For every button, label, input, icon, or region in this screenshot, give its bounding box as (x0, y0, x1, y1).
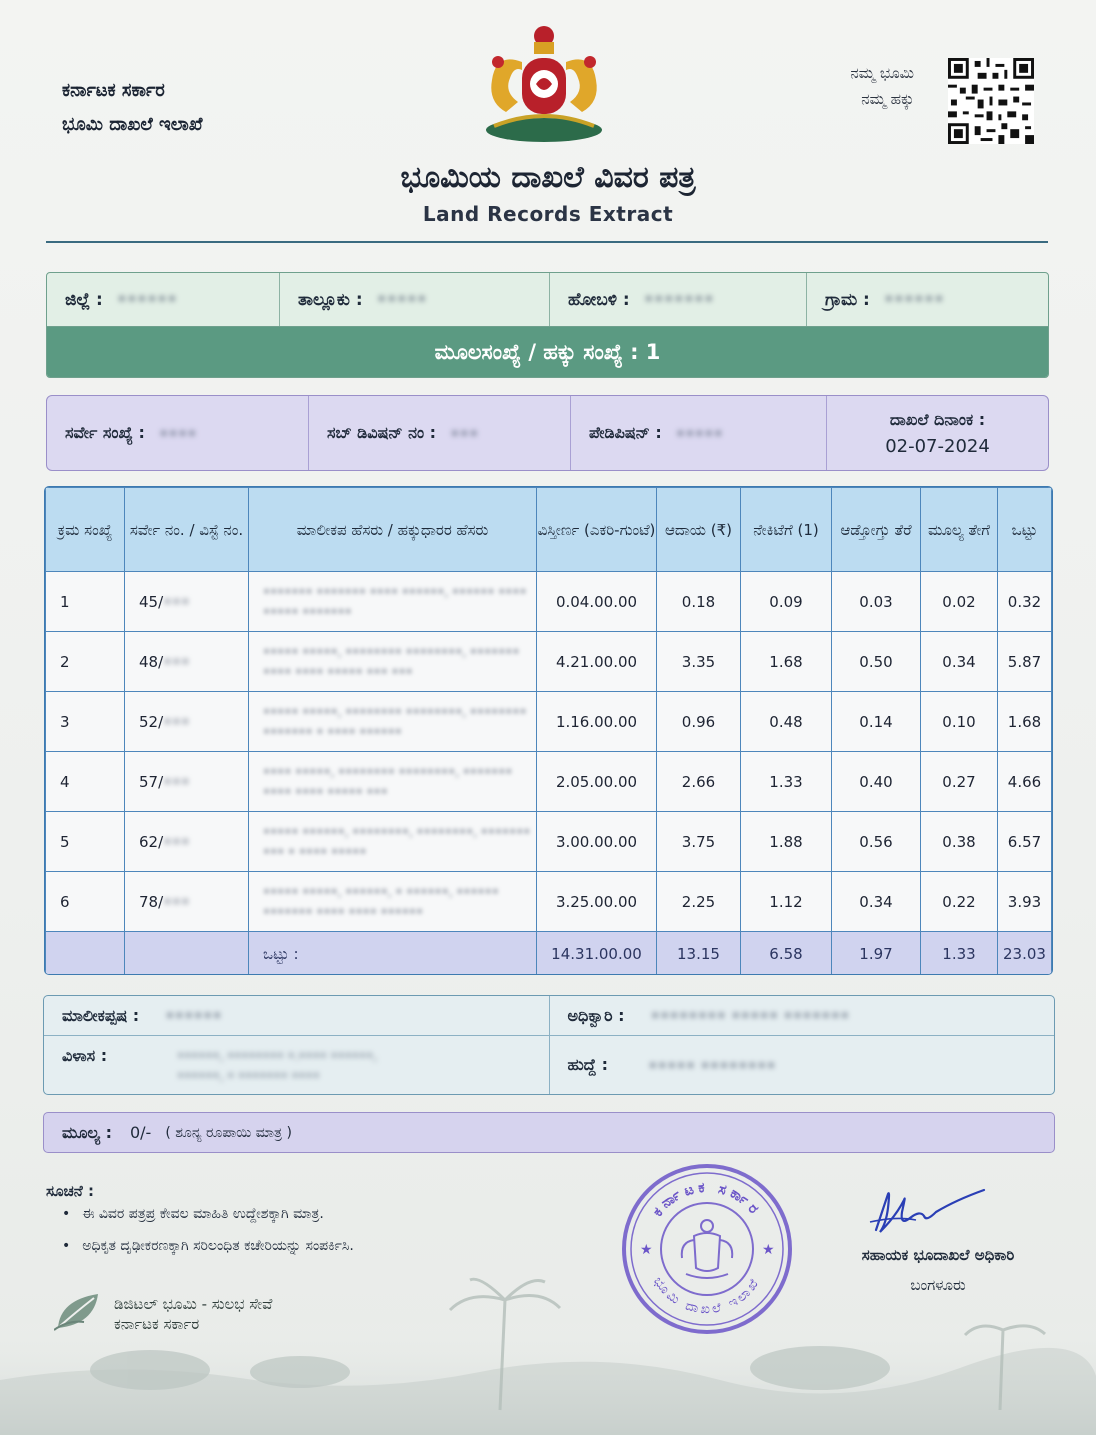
notes-heading: ಸೂಚನೆ : (46, 1182, 94, 1200)
cell-c3: 0.02 (921, 572, 998, 632)
record-date-label: ದಾಖಲೆ ದಿನಾಂಕ : (889, 409, 986, 429)
notes-list (62, 1198, 354, 1262)
hobli-field (550, 273, 807, 326)
cell-income: 3.35 (657, 632, 741, 692)
qr-code-icon[interactable] (948, 58, 1034, 144)
survey-number-field (47, 396, 309, 470)
cell-income: 2.25 (657, 872, 741, 932)
record-number-band: ಮೂಲಸಂಖ್ಯೆ / ಹಕ್ಕು ಸಂಖ್ಯೆ : 1 (47, 327, 1048, 377)
col-header-total: ಒಟ್ಟು (998, 488, 1052, 572)
cell-owner-name: ••••• ••••••, ••••••••, ••••••••, ••••••• ••• • •••• ••••• (249, 812, 537, 872)
karnataka-emblem-icon (474, 22, 614, 146)
cell-c3: 0.10 (921, 692, 998, 752)
village-value: •••••• (883, 289, 945, 310)
header-divider (46, 241, 1048, 243)
total-c3: 1.33 (921, 932, 998, 976)
owner-officer-box (43, 995, 1055, 1095)
table-header-row (46, 488, 1052, 572)
taluk-label: ತಾಲ್ಲೂಕು : (298, 289, 363, 310)
cell-sl: 2 (46, 632, 125, 692)
post-label: ಹುದ್ದೆ : (567, 1055, 609, 1074)
address-field (44, 1036, 550, 1094)
cell-c1: 1.88 (741, 812, 832, 872)
portal-line1: ಡಿಜಿಟಲ್ ಭೂಮಿ - ಸುಲಭ ಸೇವೆ (114, 1295, 273, 1313)
cell-area: 4.21.00.00 (537, 632, 657, 692)
cell-c1: 1.12 (741, 872, 832, 932)
total-c2: 1.97 (832, 932, 921, 976)
cell-sl: 5 (46, 812, 125, 872)
cell-income: 0.18 (657, 572, 741, 632)
cell-c1: 0.09 (741, 572, 832, 632)
portal-name (114, 1294, 272, 1334)
col-header-c2: ಆಡ್ತೋಗ್ತು ತೆರೆ (832, 488, 921, 572)
price-words: ( ಶೂನ್ಯ ರೂಪಾಯಿ ಮಾತ್ರ ) (165, 1124, 292, 1141)
cell-survey: 78/••• (125, 872, 249, 932)
address-label: ವಿಳಾಸ : (62, 1046, 108, 1065)
cell-empty (46, 932, 125, 976)
cell-area: 3.25.00.00 (537, 872, 657, 932)
col-header-c1: ನೇಕಿಟೆಗೆ (1) (741, 488, 832, 572)
cell-c2: 0.34 (832, 872, 921, 932)
cell-owner-name: ••••••• ••••••• •••• ••••••, •••••• •••• ••••• ••••••• (249, 572, 537, 632)
col-header-survey: ಸರ್ವೇ ನಂ. / ವಿಸ್ಟೆ ನಂ. (125, 488, 249, 572)
taluk-field (280, 273, 550, 326)
taluk-value: ••••• (376, 289, 427, 310)
cell-total: 3.93 (998, 872, 1052, 932)
survey-number-value: •••• (158, 423, 197, 443)
cell-c3: 0.38 (921, 812, 998, 872)
survey-number-label: ಸರ್ವೇ ಸಂಖ್ಯೆ : (65, 423, 145, 442)
department-name: ಭೂಮಿ ದಾಖಲೆ ಇಲಾಖೆ (62, 114, 203, 135)
total-income: 13.15 (657, 932, 741, 976)
cell-survey: 45/••• (125, 572, 249, 632)
note-item: • ಅಧಿಕೃತ ದೃಢೀಕರಣಕ್ಕಾಗಿ ಸರಿಲಂಧಿತ ಕಚೇರಿಯನ್ನು ಸಂಪರ್ಕಿಸಿ. (62, 1230, 354, 1262)
svg-text:ಕರ್ನಾಟಕ ಸರ್ಕಾರ: ಕರ್ನಾಟಕ ಸರ್ಕಾರ (649, 1179, 764, 1220)
cell-empty (125, 932, 249, 976)
officer-value: •••••••• ••••• ••••••• (650, 1006, 850, 1025)
slogan (808, 60, 914, 112)
cell-owner-name: •••• •••••, •••••••• ••••••••, ••••••• •••• •••• ••••• ••• (249, 752, 537, 812)
cell-total: 6.57 (998, 812, 1052, 872)
cell-sl: 4 (46, 752, 125, 812)
cell-area: 3.00.00.00 (537, 812, 657, 872)
district-label: ಜಿಲ್ಲೆ : (65, 289, 103, 310)
table-row (46, 872, 1052, 932)
pedigree-field (571, 396, 827, 470)
authority-block (822, 1240, 1054, 1300)
cell-survey: 62/••• (125, 812, 249, 872)
survey-box (46, 395, 1049, 471)
hobli-label: ಹೋಬಳಿ : (568, 289, 630, 310)
cell-c2: 0.03 (832, 572, 921, 632)
table-row (46, 812, 1052, 872)
total-c1: 6.58 (741, 932, 832, 976)
table-row (46, 572, 1052, 632)
col-header-c3: ಮೂಲ್ಯ ತೇಗೆ (921, 488, 998, 572)
cell-c3: 0.27 (921, 752, 998, 812)
record-date-value: 02-07-2024 (885, 435, 990, 457)
cell-income: 0.96 (657, 692, 741, 752)
cell-area: 1.16.00.00 (537, 692, 657, 752)
total-label: ಒಟ್ಟು : (249, 932, 537, 976)
cell-c2: 0.56 (832, 812, 921, 872)
price-box (43, 1112, 1055, 1153)
officer-field (550, 996, 1055, 1035)
cell-area: 2.05.00.00 (537, 752, 657, 812)
page-subtitle: Land Records Extract (422, 202, 674, 226)
cell-c3: 0.34 (921, 632, 998, 692)
price-label: ಮೂಲ್ಯ : (62, 1122, 112, 1142)
digital-bhoomi-leaf-icon (54, 1290, 104, 1332)
cell-survey: 48/••• (125, 632, 249, 692)
total-grand: 23.03 (998, 932, 1052, 976)
cell-sl: 6 (46, 872, 125, 932)
svg-text:★: ★ (762, 1242, 775, 1258)
government-header (62, 74, 203, 142)
cell-sl: 1 (46, 572, 125, 632)
record-date-field (827, 396, 1048, 470)
col-header-sl: ಕ್ರಮ ಸಂಖ್ಯೆ (46, 488, 125, 572)
cell-total: 1.68 (998, 692, 1052, 752)
cell-c3: 0.22 (921, 872, 998, 932)
note-item: • ಈ ವಿವರ ಪತ್ರಪ್ರ ಕೇವಲ ಮಾಹಿತಿ ಉದ್ದೇಶಕ್ಕಾಗಿ ಮಾತ್ರ. (62, 1198, 354, 1230)
cell-owner-name: ••••• •••••, •••••••• ••••••••, ••••••• •••• •••• ••••• ••• ••• (249, 632, 537, 692)
holder-field (44, 996, 550, 1035)
cell-c2: 0.14 (832, 692, 921, 752)
cell-c1: 1.68 (741, 632, 832, 692)
col-header-income: ಆದಾಯ (₹) (657, 488, 741, 572)
cell-c1: 1.33 (741, 752, 832, 812)
subdivision-field (309, 396, 571, 470)
cell-owner-name: ••••• •••••, ••••••, • ••••••, •••••• ••••••• •••• •••• •••••• (249, 872, 537, 932)
col-header-name: ಮಾಲೀಕಪ ಹೆಸರು / ಹಕ್ಕುಧಾರರ ಹೆಸರು (249, 488, 537, 572)
cell-total: 0.32 (998, 572, 1052, 632)
cell-area: 0.04.00.00 (537, 572, 657, 632)
location-box (46, 272, 1049, 378)
cell-income: 2.66 (657, 752, 741, 812)
cell-owner-name: ••••• •••••, •••••••• ••••••••, •••••••• ••••••• • •••• •••••• (249, 692, 537, 752)
post-value: ••••• •••••••• (648, 1055, 776, 1075)
village-field (807, 273, 1048, 326)
authority-title: ಸಹಾಯಕ ಭೂದಾಖಲೆ ಅಧಿಕಾರಿ (861, 1246, 1015, 1264)
cell-total: 5.87 (998, 632, 1052, 692)
price-value: 0/- (129, 1123, 152, 1142)
holder-value: •••••• (165, 1006, 222, 1025)
signature-icon (866, 1182, 990, 1240)
address-value: ••••••, •••••••• •.•••• ••••••, ••••••, • ••••••• •••• (177, 1049, 377, 1083)
hobli-value: ••••••• (643, 289, 714, 310)
cell-c2: 0.40 (832, 752, 921, 812)
holder-label: ಮಾಲೀಕಪ್ಪಷ : (62, 1005, 140, 1025)
table-row (46, 632, 1052, 692)
portal-line2: ಕರ್ನಾಟಕ ಸರ್ಕಾರ (114, 1315, 200, 1333)
government-name: ಕರ್ನಾಟಕ ಸರ್ಕಾರ (62, 80, 165, 101)
svg-text:ಭೂಮಿ ದಾಖಲೆ ಇಲಾಖೆ: ಭೂಮಿ ದಾಖಲೆ ಇಲಾಖೆ (650, 1274, 764, 1318)
district-field (47, 273, 280, 326)
land-records-table (44, 486, 1053, 975)
subdivision-value: ••• (450, 423, 479, 443)
pedigree-label: ಪೇಡಿಪಿಷನ್ : (589, 423, 662, 442)
total-area: 14.31.00.00 (537, 932, 657, 976)
village-label: ಗ್ರಾಮ : (825, 289, 870, 310)
slogan-line1: ನಮ್ಮ ಭೂಮಿ (850, 64, 914, 82)
svg-text:★: ★ (640, 1242, 653, 1258)
pedigree-value: ••••• (675, 423, 723, 443)
cell-survey: 57/••• (125, 752, 249, 812)
table-row (46, 692, 1052, 752)
cell-income: 3.75 (657, 812, 741, 872)
cell-total: 4.66 (998, 752, 1052, 812)
table-total-row (46, 932, 1052, 976)
col-header-area: ವಿಸ್ತೀರ್ಣ (ಎಕರಿ-ಗುಂಟೆ) (537, 488, 657, 572)
table-row (46, 752, 1052, 812)
page-title: ಭೂಮಿಯ ದಾಖಲೆ ವಿವರ ಪತ್ರ (400, 160, 696, 195)
officer-label: ಅಧಿಕ್ವಾರಿ : (567, 1005, 625, 1025)
official-seal-icon (620, 1162, 794, 1336)
cell-c1: 0.48 (741, 692, 832, 752)
cell-sl: 3 (46, 692, 125, 752)
cell-survey: 52/••• (125, 692, 249, 752)
post-field (550, 1036, 1055, 1094)
subdivision-label: ಸಬ್ ಡಿವಿಷನ್ ನಂ : (327, 423, 437, 442)
district-value: •••••• (116, 289, 178, 310)
slogan-line2: ನಮ್ಮ ಹಕ್ಕು (861, 90, 914, 108)
authority-place: ಬಂಗಳೂರು (910, 1276, 966, 1294)
cell-c2: 0.50 (832, 632, 921, 692)
